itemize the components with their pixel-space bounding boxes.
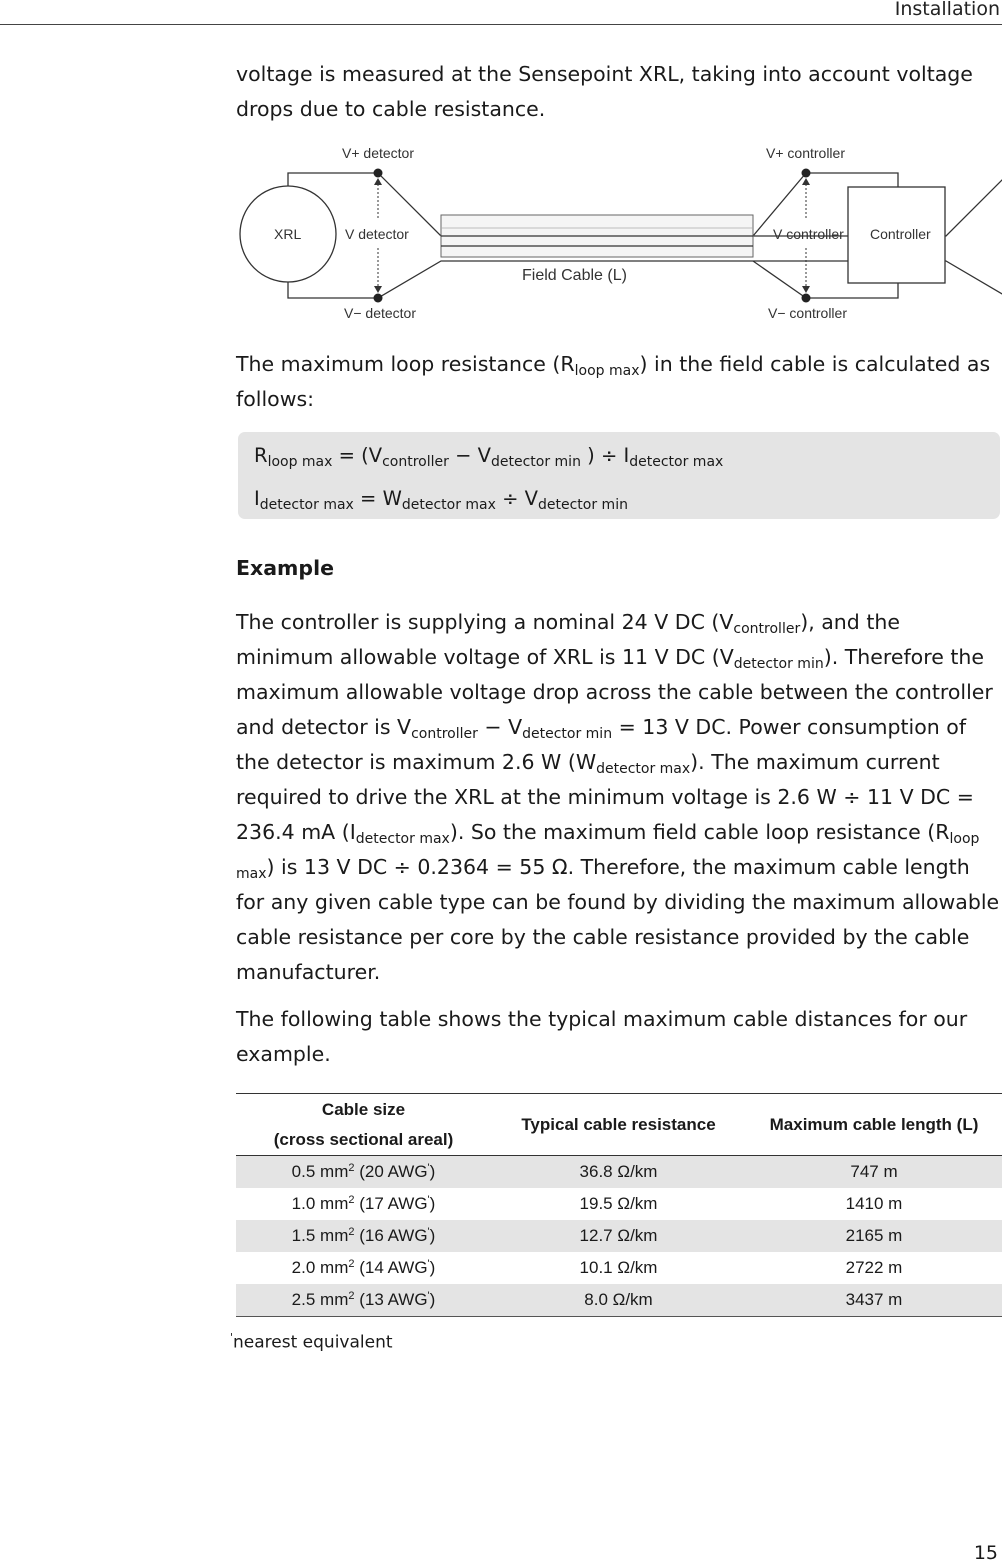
v-controller-arrow-up-head xyxy=(802,178,810,185)
v-plus-controller-terminal xyxy=(802,169,811,178)
v-controller-label: V controller xyxy=(773,226,844,242)
header-cable-size: Cable size (cross sectional areal) xyxy=(236,1094,491,1156)
table-header-row xyxy=(236,1094,1002,1156)
cell-cable-size: 0.5 $mm^2$ (20 AWG') xyxy=(236,1156,491,1189)
cell-resistance: 10.1 Ω/km xyxy=(579,1258,658,1277)
page-number: 15 xyxy=(973,1542,998,1564)
cable-distance-table xyxy=(236,1093,1002,1317)
header-rule xyxy=(0,24,1002,25)
formula-box xyxy=(238,432,1000,519)
table-row xyxy=(236,1252,1002,1284)
v-detector-arrow-down-head xyxy=(374,286,382,293)
cell-cable-size: 1.5 $mm^2$ (16 AWG') xyxy=(236,1220,491,1252)
cell-cable-size: 1.0 $mm^2$ (17 AWG') xyxy=(291,1194,436,1213)
v-detector-arrow-up-head xyxy=(374,178,382,185)
header-cable-resistance: Typical cable resistance xyxy=(491,1094,746,1156)
v-controller-arrow-down-head xyxy=(802,286,810,293)
formula-loop-resistance: $R_{loop max} = (V_{controller} - V_{detector min}$ ) ÷ $I_{detector max}$ xyxy=(254,444,724,470)
v-minus-detector-label: V− detector xyxy=(344,305,416,321)
v-minus-controller-label: V− controller xyxy=(768,305,847,321)
v-detector-label: V detector xyxy=(345,226,409,242)
cell-length: 3437 m xyxy=(746,1284,1002,1317)
loop-resistance-paragraph: The maximum loop resistance $(R_{loop max})$ in the field cable is calculated as follows: xyxy=(236,352,991,411)
cell-resistance: 12.7 Ω/km xyxy=(491,1220,746,1252)
cell-length: 2722 m xyxy=(845,1258,903,1277)
table-row xyxy=(236,1220,1002,1252)
v-minus-controller-terminal xyxy=(802,294,811,303)
cell-cable-size: 2.5 $mm^2$ (13 AWG') xyxy=(236,1284,491,1317)
cell-length: 2165 m xyxy=(746,1220,1002,1252)
xrl-label: XRL xyxy=(274,226,302,242)
cell-length: 747 m xyxy=(746,1156,1002,1189)
table-row xyxy=(236,1156,1002,1189)
intro-paragraph: voltage is measured at the Sensepoint XRL, taking into account voltage drops due to cable resistance. xyxy=(236,62,973,121)
cell-resistance: 8.0 Ω/km xyxy=(491,1284,746,1317)
cell-length: 1410 m xyxy=(845,1194,903,1213)
wiring-diagram xyxy=(236,140,1002,330)
header-section-title: Installation xyxy=(894,0,1000,20)
formula-detector-current: $I_{detector max} = W_{detector max} \div V_{detector min}$ xyxy=(254,487,628,513)
v-minus-detector-terminal xyxy=(374,294,383,303)
table-footnote: 'nearest equivalent xyxy=(230,1331,393,1353)
v-plus-detector-terminal xyxy=(374,169,383,178)
table-row xyxy=(236,1284,1002,1317)
v-plus-detector-label: V+ detector xyxy=(342,145,414,161)
table-intro-paragraph: The following table shows the typical maximum cable distances for our example. xyxy=(236,1007,968,1066)
v-plus-controller-label: V+ controller xyxy=(766,145,845,161)
example-paragraph: The controller is supplying a nominal 24 V DC $(V_{controller})$, and the minimum allowable voltage of XRL is 11 V DC $(V_{detector min})$. Therefore the maximum allowable voltage drop across the cable between the controller and detector is $V_{controller} - V_{detector min} = 13$ V DC. Power consumption of the detector is maximum 2.6 W $(W_{detector max})$. The maximum current required to drive the XRL at the minimum voltage is 2.6 W ÷ 11 V DC = 236.4 mA $(I_{detector max})$. So the maximum field cable loop resistance $(R_{loop max})$ is 13 V DC ÷ 0.2364 = 55 Ω. Therefore, the maximum cable length for any given cable type can be found by dividing the maximum allowable cable resistance per core by the cable resistance provided by the cable manufacturer. xyxy=(236,610,1000,984)
controller-label: Controller xyxy=(870,226,931,242)
table-row xyxy=(236,1188,1002,1220)
cell-resistance: 19.5 Ω/km xyxy=(579,1194,658,1213)
cell-cable-size: 2.0 $mm^2$ (14 AWG') xyxy=(291,1258,436,1277)
example-heading: Example xyxy=(236,556,335,580)
cell-resistance: 36.8 Ω/km xyxy=(491,1156,746,1189)
header-cable-length: Maximum cable length (L) xyxy=(746,1094,1002,1156)
field-cable-label: Field Cable (L) xyxy=(522,267,627,284)
